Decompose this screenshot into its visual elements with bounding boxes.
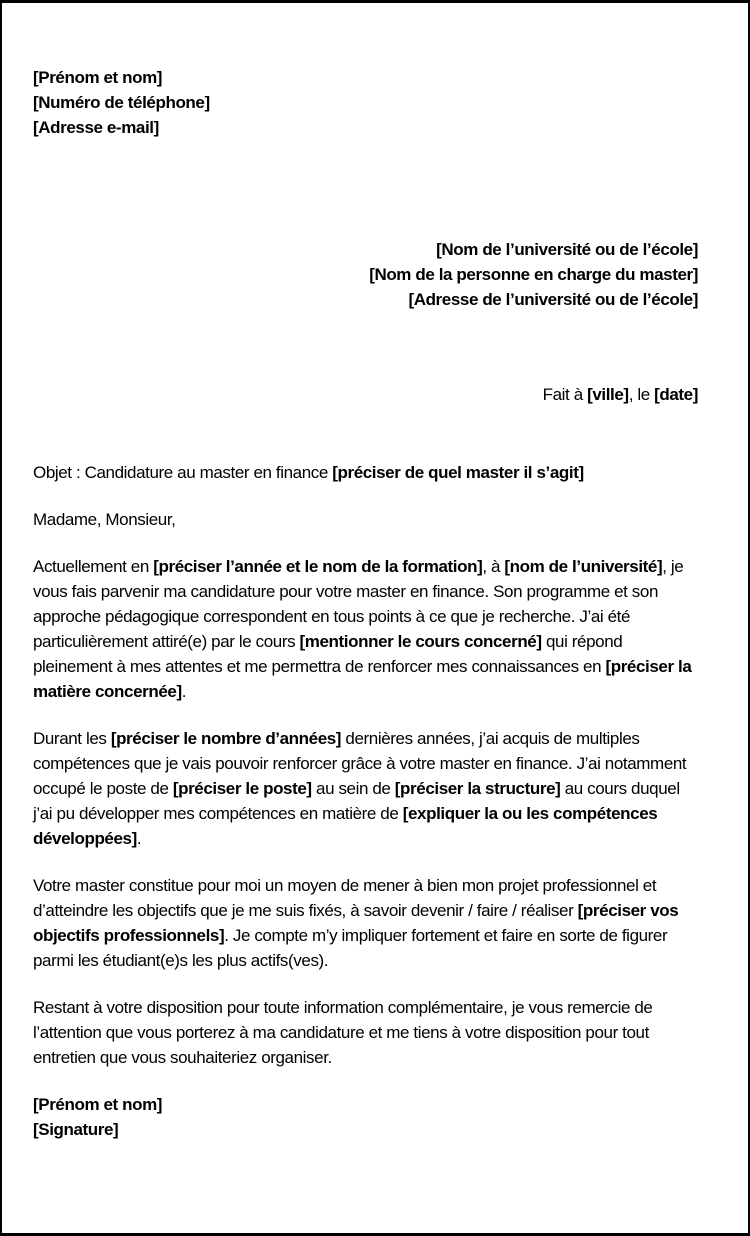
recipient-person-line: [Nom de la personne en charge du master] xyxy=(369,265,698,284)
signature-name-line: [Prénom et nom] xyxy=(33,1095,163,1114)
sender-block xyxy=(33,65,698,140)
sender-email-line: [Adresse e-mail] xyxy=(33,118,159,137)
sender-name-line: [Prénom et nom] xyxy=(33,68,163,87)
paragraph-goals: Votre master constitue pour moi un moyen de mener à bien mon projet professionnel et d’atteindre les objectifs que je me suis fixés, à savoir devenir / faire / réaliser [préciser vos objectifs professionnels]. Je compte m’y impliquer fortement et faire en sorte de figurer parmi les étudiant(e)s les plus actifs(ves). xyxy=(33,876,679,970)
subject-line: Objet : Candidature au master en finance [préciser de quel master il s’agit] xyxy=(33,463,584,482)
recipient-address-line: [Adresse de l’université ou de l’école] xyxy=(408,290,698,309)
sender-phone-line: [Numéro de téléphone] xyxy=(33,93,210,112)
signature-block xyxy=(33,1092,698,1142)
signature-line: [Signature] xyxy=(33,1120,119,1139)
recipient-block xyxy=(33,237,698,312)
salutation-line: Madame, Monsieur, xyxy=(33,510,176,529)
recipient-university-line: [Nom de l’université ou de l’école] xyxy=(436,240,698,259)
date-line: Fait à [ville], le [date] xyxy=(542,385,698,404)
paragraph-intro: Actuellement en [préciser l’année et le nom de la formation], à [nom de l’université], je vous fais parvenir ma candidature pour votre master en finance. Son programme et son approche pédagogique correspondent en tous points à ce que je recherche. J’ai été particulièrement attiré(e) par le cours [mentionner le cours concerné] qui répond pleinement à mes attentes et me permettra de renforcer mes connaissances en [préciser la matière concernée]. xyxy=(33,557,692,701)
paragraph-closing: Restant à votre disposition pour toute information complémentaire, je vous remercie de l’attention que vous porterez à ma candidature et me tiens à votre disposition pour tout entretien que vous souhaiteriez organiser. xyxy=(33,998,653,1067)
paragraph-experience: Durant les [préciser le nombre d’années] dernières années, j’ai acquis de multiples compétences que je vais pouvoir renforcer grâce à votre master en finance. J’ai notamment occupé le poste de [préciser le poste] au sein de [préciser la structure] au cours duquel j’ai pu développer mes compétences en matière de [expliquer la ou les compétences développées]. xyxy=(33,729,687,848)
